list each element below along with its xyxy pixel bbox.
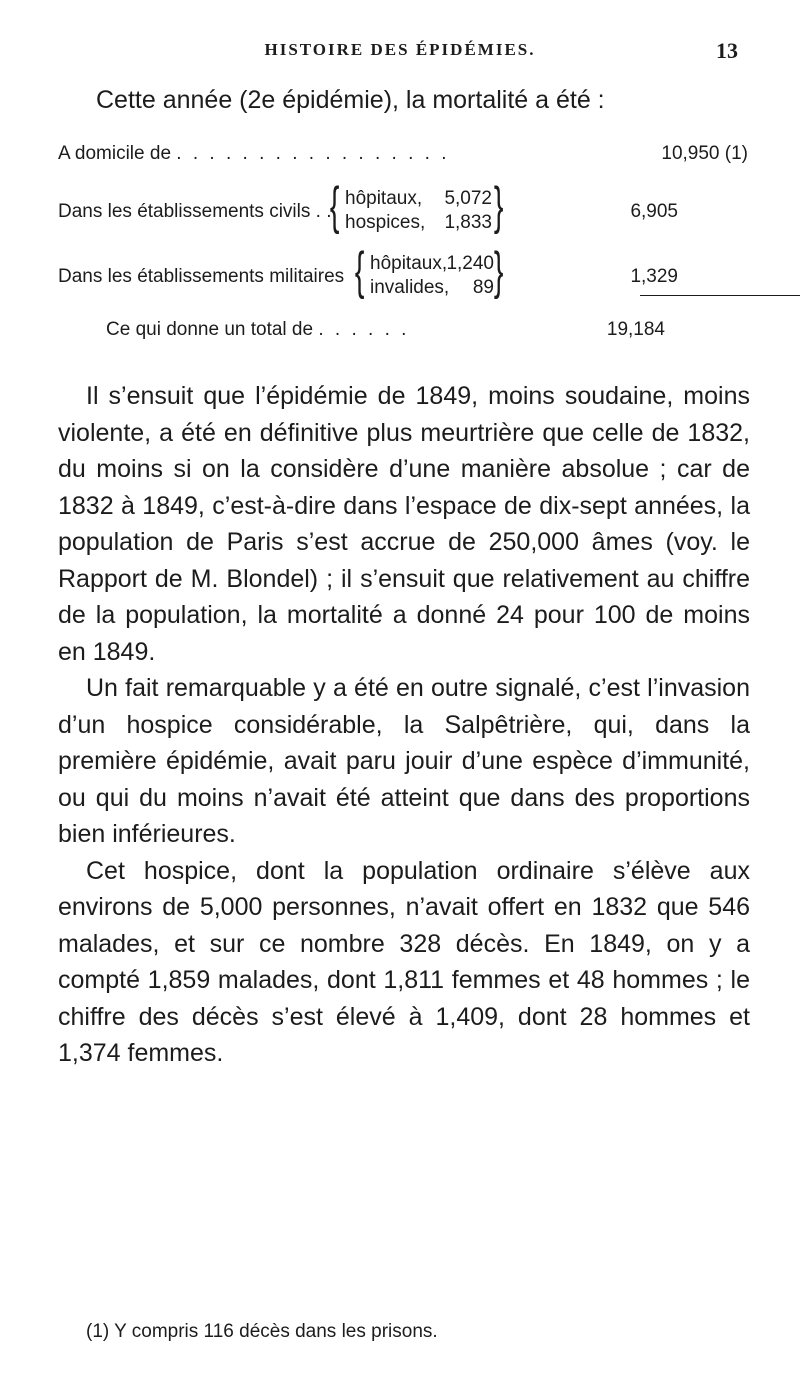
table-row-total [58,319,748,379]
row-label: Ce qui donne un total de [106,319,314,340]
row-label: Dans les établissements militaires [58,266,345,287]
sub-label: hospices, [345,212,426,233]
sub-label: hôpitaux, [370,253,448,274]
body-text [58,378,750,1072]
paragraph: Cet hospice, dont la population ordinaire s’élève aux environs de 5,000 personnes, n’avait offert en 1832 que 546 malades, et sur ce nombre 328 décès. En 1849, on y a compté 1,859 malades, dont 1,811 femmes et 48 hommes ; le chiffre des décès s’est élevé à 1,409, dont 28 hommes et 1,374 femmes. [58,856,750,1067]
sub-value: 5,072 [444,188,492,209]
row-value: 19,184 [606,319,665,340]
paragraph: Il s’ensuit que l’épidémie de 1849, moins soudaine, moins violente, a été en définitive plus meurtrière que celle de 1832, du moins si on la considère d’une manière absolue ; car de 1832 à 1849, c’est-à-dire dans l’espace de dix-sept années, la population de Paris s’est accrue de 250,000 âmes (voy. le Rapport de M. Blondel) ; il s’ensuit que relativement au chiffre de la population, la mortalité a donné 24 pour 100 de moins en 1849. [58,382,750,666]
row-value: 1,329 [630,266,678,287]
left-brace: { [354,242,365,300]
total-rule [640,295,800,296]
leader-dots: . . . . . . . . . . . . . . . . . [176,143,450,164]
sub-label: hôpitaux, [345,188,423,209]
leader-dots: . . . . . . [318,319,410,340]
running-title: HISTOIRE DES ÉPIDÉMIES. [264,40,536,59]
row-label: A domicile de [58,143,172,164]
intro-sentence: Cette année (2e épidémie), la mortalité a été : [96,86,605,114]
table-row-military [58,242,748,313]
footnote: (1) Y compris 116 décès dans les prisons. [86,1321,438,1342]
sub-value: 1,240 [446,253,494,274]
right-brace: } [493,177,504,235]
row-value: 6,905 [630,201,678,222]
sub-value: 1,833 [444,212,492,233]
table-row-civil [58,177,748,248]
left-brace: { [329,177,340,235]
paragraph: Un fait remarquable y a été en outre signalé, c’est l’invasion d’un hospice considérable, la Salpêtrière, qui, dans la première épidémie, avait paru jouir d’une espèce d’immunité, ou qui du moins n’avait été atteint que dans des proportions bien inférieures. [58,674,750,848]
right-brace: } [493,242,504,300]
page-number: 13 [716,38,738,63]
page-header [60,40,740,70]
row-label: Dans les établissements civils . . [58,201,332,222]
sub-value: 89 [472,277,494,298]
row-value: 10,950 (1) [661,143,748,164]
sub-label: invalides, [370,277,450,298]
